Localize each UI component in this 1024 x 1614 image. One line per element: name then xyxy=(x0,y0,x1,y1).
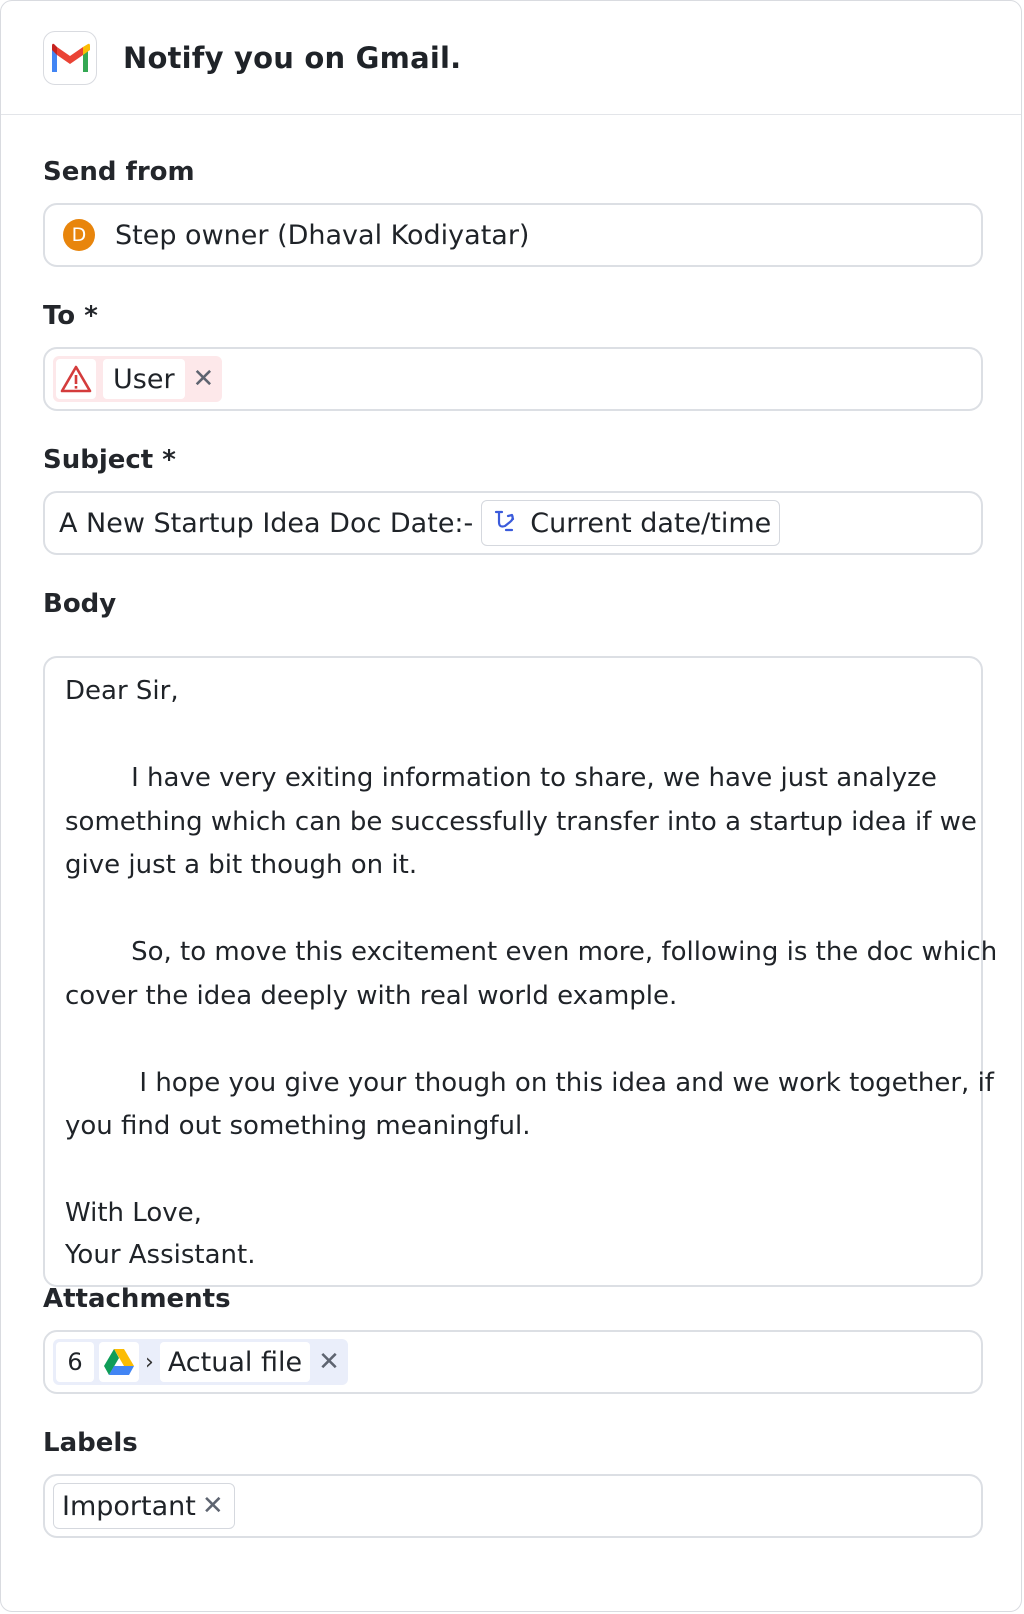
label-chip-text: Important xyxy=(62,1490,196,1522)
google-drive-icon xyxy=(99,1342,139,1382)
to-field[interactable] xyxy=(43,347,983,411)
attachments-field[interactable] xyxy=(43,1330,983,1394)
body-line: something which can be successfully transfer into a startup idea if we xyxy=(65,806,977,837)
body-line: give just a bit though on it. xyxy=(65,850,418,880)
card-header xyxy=(1,1,1021,115)
body-line: cover the idea deeply with real world example. xyxy=(65,980,678,1011)
body-line xyxy=(65,714,961,758)
body-line: With Love, xyxy=(65,1198,202,1228)
body-line: Dear Sir, xyxy=(65,676,179,706)
body-textarea[interactable] xyxy=(43,656,998,1287)
send-from-label: Send from xyxy=(43,157,195,187)
attachment-chip[interactable] xyxy=(53,1339,348,1385)
warning-icon xyxy=(56,359,96,399)
close-icon[interactable]: ✕ xyxy=(201,1491,224,1521)
close-icon[interactable]: ✕ xyxy=(192,364,215,394)
page-title: Notify you on Gmail. xyxy=(123,40,462,75)
gmail-icon xyxy=(43,31,97,85)
subject-label: Subject * xyxy=(43,445,176,475)
label-chip[interactable] xyxy=(53,1483,235,1529)
send-from-field[interactable] xyxy=(43,203,983,267)
body-line: I hope you give your though on this idea and we work together, if xyxy=(65,1067,994,1098)
subject-text: A New Startup Idea Doc Date:- xyxy=(59,507,474,539)
avatar: D xyxy=(63,219,95,251)
attachment-chip-label: Actual file xyxy=(160,1342,310,1382)
body-line: So, to move this excitement even more, following is the doc which xyxy=(65,937,998,967)
body-line xyxy=(65,888,961,932)
close-icon[interactable]: ✕ xyxy=(318,1347,340,1377)
to-label: To * xyxy=(43,301,98,331)
attachments-label: Attachments xyxy=(43,1284,231,1314)
body-line: I have very exiting information to share, we have just analyze xyxy=(65,763,937,793)
attachment-step-number: 6 xyxy=(56,1342,94,1382)
labels-field[interactable] xyxy=(43,1474,983,1538)
subject-variable-chip[interactable] xyxy=(481,500,780,546)
body-line xyxy=(65,1149,961,1193)
formatter-icon xyxy=(492,508,518,538)
to-recipient-chip[interactable] xyxy=(53,356,222,402)
labels-label: Labels xyxy=(43,1428,138,1458)
subject-chip-label: Current date/time xyxy=(530,507,772,539)
subject-field[interactable] xyxy=(43,491,983,555)
body-line xyxy=(65,1018,961,1062)
body-line: you find out something meaningful. xyxy=(65,1111,531,1141)
chevron-right-icon: › xyxy=(145,1349,154,1375)
to-chip-label: User xyxy=(103,359,185,399)
body-line: Your Assistant. xyxy=(65,1240,256,1270)
send-from-value: Step owner (Dhaval Kodiyatar) xyxy=(115,219,530,251)
body-label: Body xyxy=(43,589,117,619)
